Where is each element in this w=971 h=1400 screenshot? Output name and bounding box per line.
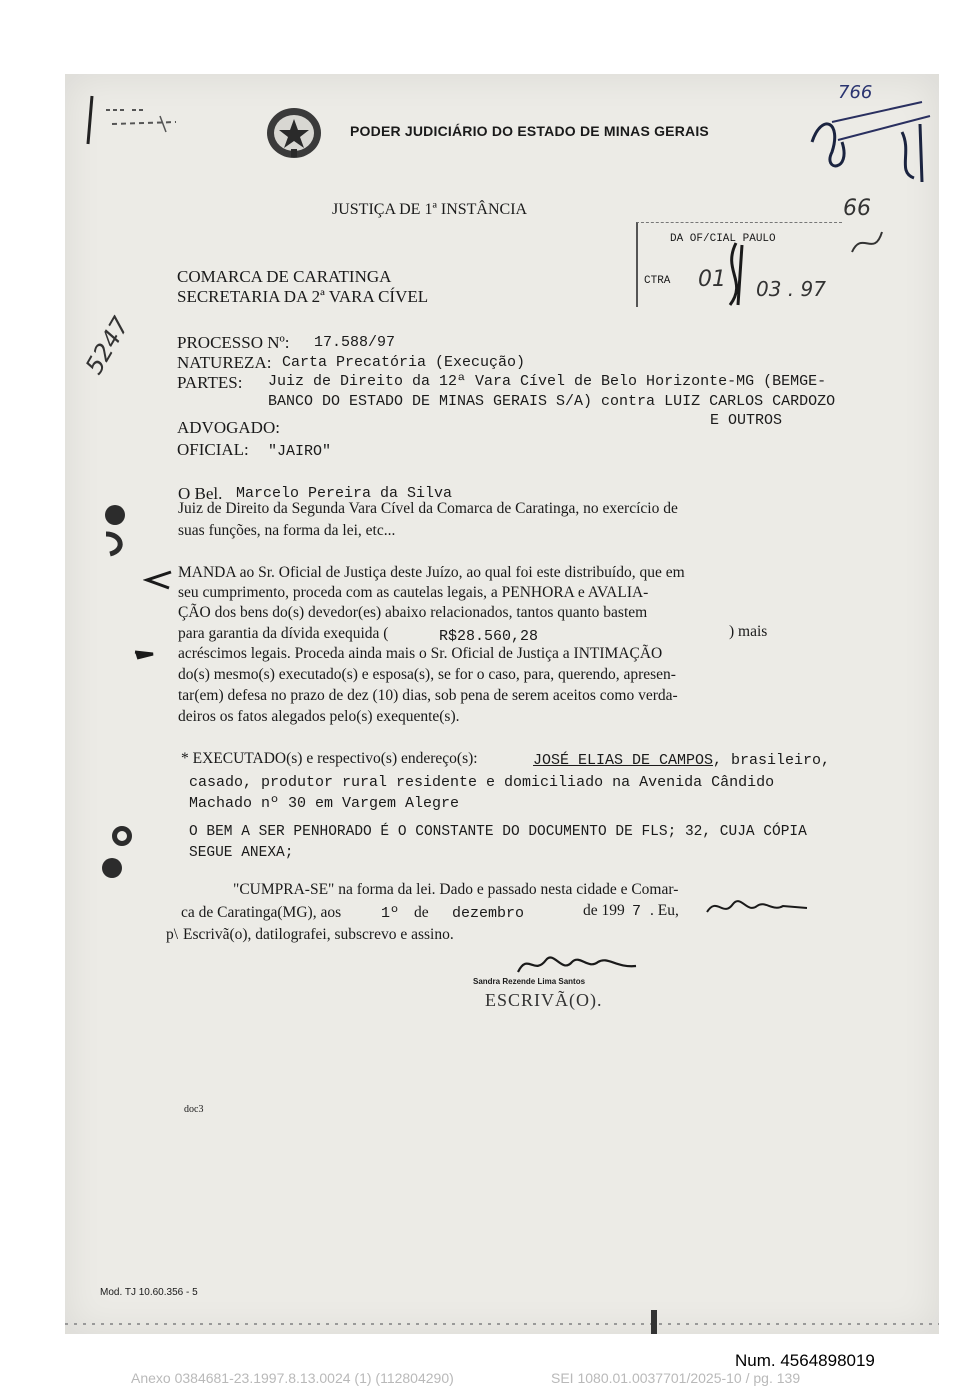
pointer-mark — [143, 568, 173, 590]
closing-line-2b: . Eu, — [650, 902, 679, 919]
closing-de-2: de 199 — [583, 902, 625, 919]
manda-line-7: tar(em) defesa no prazo de dez (10) dias, sob pena de serem aceitos como verda- — [178, 687, 678, 704]
manda-line-8: deiros os fatos alegados pelo(s) exequente(s). — [178, 708, 460, 725]
closing-line-3: Escrivã(o), datilografei, subscrevo e assino. — [183, 926, 454, 943]
manda-line-5: acréscimos legais. Proceda ainda mais o Sr. Oficial de Justiça a INTIMAÇÃO — [178, 645, 663, 662]
punch-hole-3 — [102, 858, 122, 878]
stamp-handwritten-1: 01 — [698, 267, 726, 292]
manda-line-1: MANDA ao Sr. Oficial de Justiça deste Juízo, ao qual foi este distribuído, que em — [178, 564, 685, 581]
inline-signature — [703, 894, 813, 920]
top-right-number: 766 — [838, 82, 873, 103]
closing-p-mark: p\ — [166, 926, 179, 943]
intro-judge-name: Marcelo Pereira da Silva — [236, 485, 453, 502]
closing-month: dezembro — [452, 905, 525, 922]
secretaria-heading: SECRETARIA DA 2ª VARA CÍVEL — [177, 287, 429, 306]
scan-edge-artifact — [65, 1310, 939, 1334]
punch-hole-1 — [105, 505, 125, 525]
bullet-mark — [133, 646, 157, 662]
manda-line-3: ÇÃO dos bens do(s) devedor(es) abaixo relacionados, tantos quanto bastem — [178, 604, 648, 621]
bem-line-1: O BEM A SER PENHORADO É O CONSTANTE DO DOCUMENTO DE FLS; 32, CUJA CÓPIA — [189, 824, 807, 840]
executado-line-3: Machado nº 30 em Vargem Alegre — [189, 795, 460, 812]
closing-year-digit: 7 — [632, 903, 642, 920]
oficial-label: OFICIAL: — [177, 440, 249, 459]
oficial-value: "JAIRO" — [268, 443, 332, 460]
advogado-label: ADVOGADO: — [177, 418, 280, 437]
partes-line-1: Juiz de Direito da 12ª Vara Cível de Belo Horizonte-MG (BEMGE- — [268, 373, 827, 390]
closing-day: 1º — [381, 905, 400, 922]
bem-line-2: SEGUE ANEXA; — [189, 845, 294, 861]
punch-hole-2 — [112, 826, 132, 846]
header-title: PODER JUDICIÁRIO DO ESTADO DE MINAS GERAIS — [350, 123, 709, 139]
manda-line-4b: ) mais — [729, 623, 768, 640]
doc-mark: doc3 — [184, 1104, 204, 1115]
sei-reference: SEI 1080.01.0037701/2025-10 / pg. 139 — [551, 1370, 801, 1386]
executado-line-2: casado, produtor rural residente e domiciliado na Avenida Cândido — [189, 774, 775, 791]
executado-name: JOSÉ ELIAS DE CAMPOS — [533, 752, 714, 769]
clerk-signature — [512, 948, 642, 980]
stamp-line-1: DA OF/CIAL PAULO — [670, 233, 776, 245]
executado-label: * EXECUTADO(s) e respectivo(s) endereço(s): — [181, 750, 478, 767]
partes-label: PARTES: — [177, 373, 243, 392]
model-code: Mod. TJ 10.60.356 - 5 — [100, 1287, 198, 1298]
closing-de-1: de — [414, 904, 429, 921]
side-handwritten-number: 5247 — [80, 312, 135, 379]
intro-line-3: suas funções, na forma da lei, etc... — [178, 522, 396, 539]
partes-line-3: E OUTROS — [710, 412, 783, 429]
stamp-line-2: CTRA — [644, 275, 671, 287]
natureza-value: Carta Precatória (Execução) — [282, 354, 526, 371]
intro-line-2: Juiz de Direito da Segunda Vara Cível da Comarca de Caratinga, no exercício de — [178, 500, 678, 517]
closing-line-1: "CUMPRA-SE" na forma da lei. Dado e passado nesta cidade e Comar- — [233, 881, 679, 898]
stamp-handwritten-2: 03 . 97 — [756, 277, 826, 301]
instancia-heading: JUSTIÇA DE 1ª INSTÂNCIA — [332, 201, 528, 218]
clerk-name: Sandra Rezende Lima Santos — [473, 977, 586, 986]
partes-line-2: BANCO DO ESTADO DE MINAS GERAIS S/A) contra LUIZ CARLOS CARDOZO — [268, 393, 836, 410]
manda-amount: R$28.560,28 — [439, 628, 539, 645]
manda-line-4a: para garantia da dívida exequida ( — [178, 625, 389, 642]
page-number-scribble — [848, 222, 888, 262]
top-left-scribble — [86, 92, 196, 152]
processo-label: PROCESSO Nº: — [177, 333, 290, 352]
document-number: Num. 4564898019 — [735, 1351, 875, 1370]
comarca-heading: COMARCA DE CARATINGA — [177, 267, 392, 286]
manda-line-2: seu cumprimento, proceda com as cautelas legais, a PENHORA e AVALIA- — [178, 584, 649, 601]
manda-line-6: do(s) mesmo(s) executado(s) e esposa(s), se for o caso, para, querendo, apresen- — [178, 666, 676, 683]
annex-reference: Anexo 0384681-23.1997.8.13.0024 (1) (112804290) — [131, 1370, 454, 1386]
processo-value: 17.588/97 — [314, 334, 396, 351]
closing-line-2a: ca de Caratinga(MG), aos — [181, 904, 342, 921]
receipt-stamp — [636, 222, 842, 307]
natureza-label: NATUREZA: — [177, 353, 272, 372]
stamp-ink-stroke — [718, 241, 758, 307]
executado-line-1-rest: , brasileiro, — [713, 752, 831, 769]
punch-hole-mark — [100, 528, 130, 558]
coat-of-arms-icon — [264, 105, 324, 161]
page-number-handwritten: 66 — [843, 196, 871, 221]
intro-bel-label: O Bel. — [178, 484, 223, 503]
clerk-title: ESCRIVÃ(O). — [485, 990, 603, 1010]
